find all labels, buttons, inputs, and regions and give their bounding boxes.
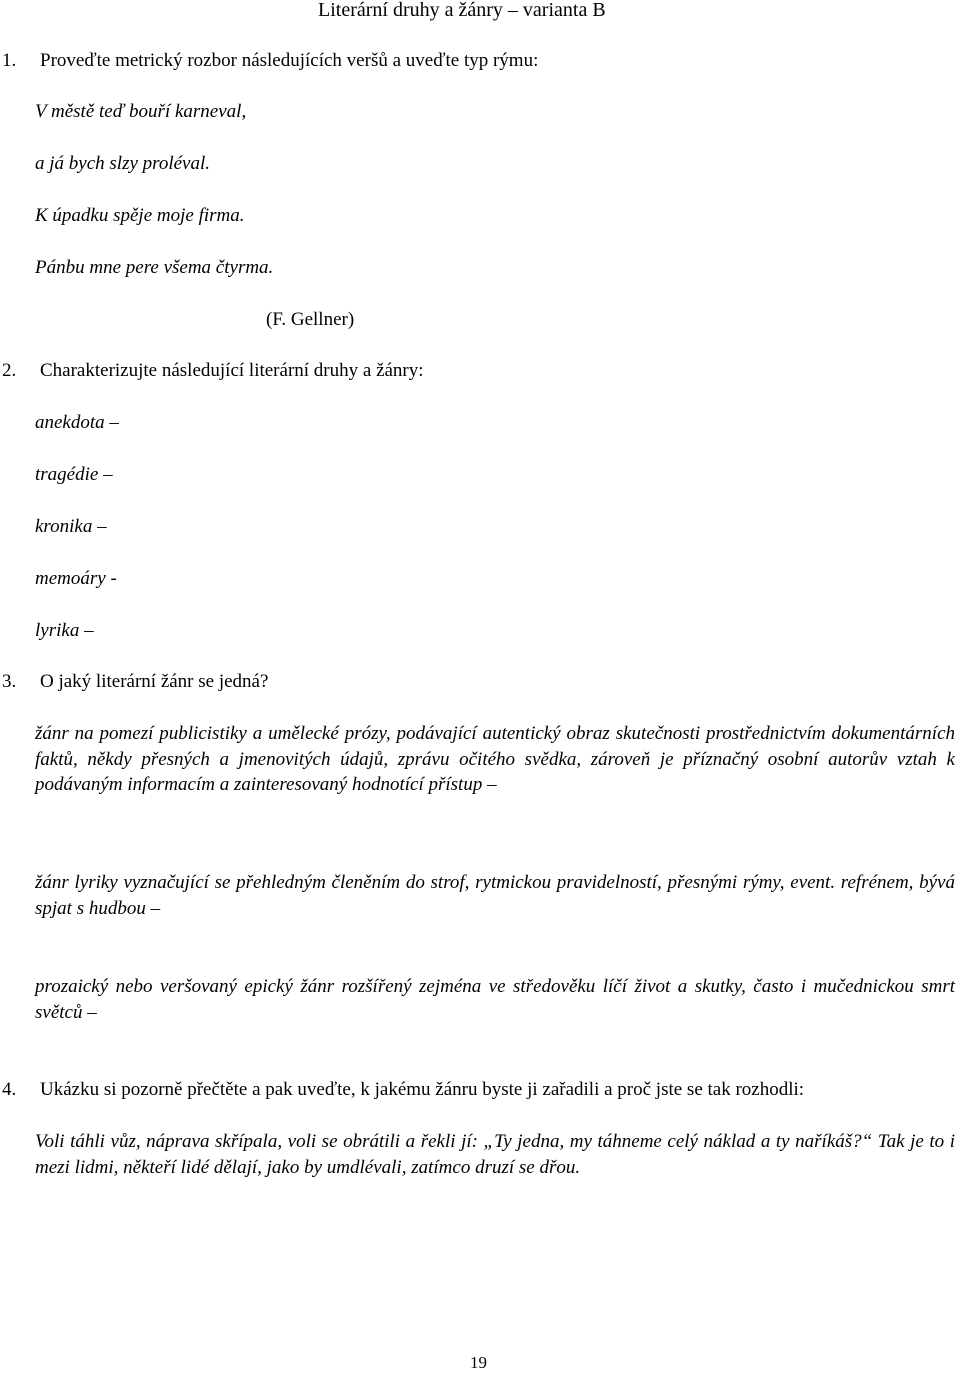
genre-item: memoáry -: [35, 568, 117, 589]
verse-line: K úpadku spěje moje firma.: [35, 205, 245, 226]
question-number: 1.: [2, 50, 17, 71]
page-number: 19: [470, 1353, 487, 1372]
verse-line: V městě teď bouří karneval,: [35, 101, 247, 122]
question-text: O jaký literární žánr se jedná?: [40, 671, 269, 692]
verse-line: Pánbu mne pere všema čtyrma.: [35, 257, 274, 278]
question-text: Ukázku si pozorně přečtěte a pak uveďte, k jakému žánru byste ji zařadili a proč jste se tak rozhodli:: [40, 1079, 805, 1100]
question-number: 3.: [2, 671, 17, 692]
genre-item: kronika –: [35, 516, 107, 537]
genre-description: žánr na pomezí publicistiky a umělecké prózy, podávající autentický obraz skutečnosti prostřednictvím dokumentárních faktů, někdy přesných a jmenovitých údajů, zprávu očitého svědka, zároveň je příznačný osobní autorův vztah k podávaným informacím a zainteresovaný hodnotící přístup –: [35, 723, 955, 795]
excerpt-text: Voli táhli vůz, náprava skřípala, voli se obrátili a řekli jí: „Ty jedna, my táhneme celý náklad a ty naříkáš?“ Tak je to i mezi lidmi, někteří lidé dělají, jako by umdlévali, zatímco druzí se dřou.: [35, 1131, 955, 1178]
verse-line: a já bych slzy proléval.: [35, 153, 211, 174]
genre-description: prozaický nebo veršovaný epický žánr rozšířený zejména ve středověku líčí život a skutky, často i mučednickou smrt světců –: [35, 976, 955, 1023]
genre-item: tragédie –: [35, 464, 113, 485]
verse-author: (F. Gellner): [266, 309, 355, 330]
question-number: 4.: [2, 1079, 17, 1100]
genre-description: žánr lyriky vyznačující se přehledným členěním do strof, rytmickou pravidelností, přesnými rýmy, event. refrénem, bývá spjat s hudbou –: [35, 872, 955, 919]
genre-item: anekdota –: [35, 412, 119, 433]
question-number: 2.: [2, 360, 17, 381]
question-text: Charakterizujte následující literární druhy a žánry:: [40, 360, 424, 381]
genre-item: lyrika –: [35, 620, 94, 641]
page-title: Literární druhy a žánry – varianta B: [318, 0, 606, 21]
question-text: Proveďte metrický rozbor následujících veršů a uveďte typ rýmu:: [40, 50, 539, 71]
